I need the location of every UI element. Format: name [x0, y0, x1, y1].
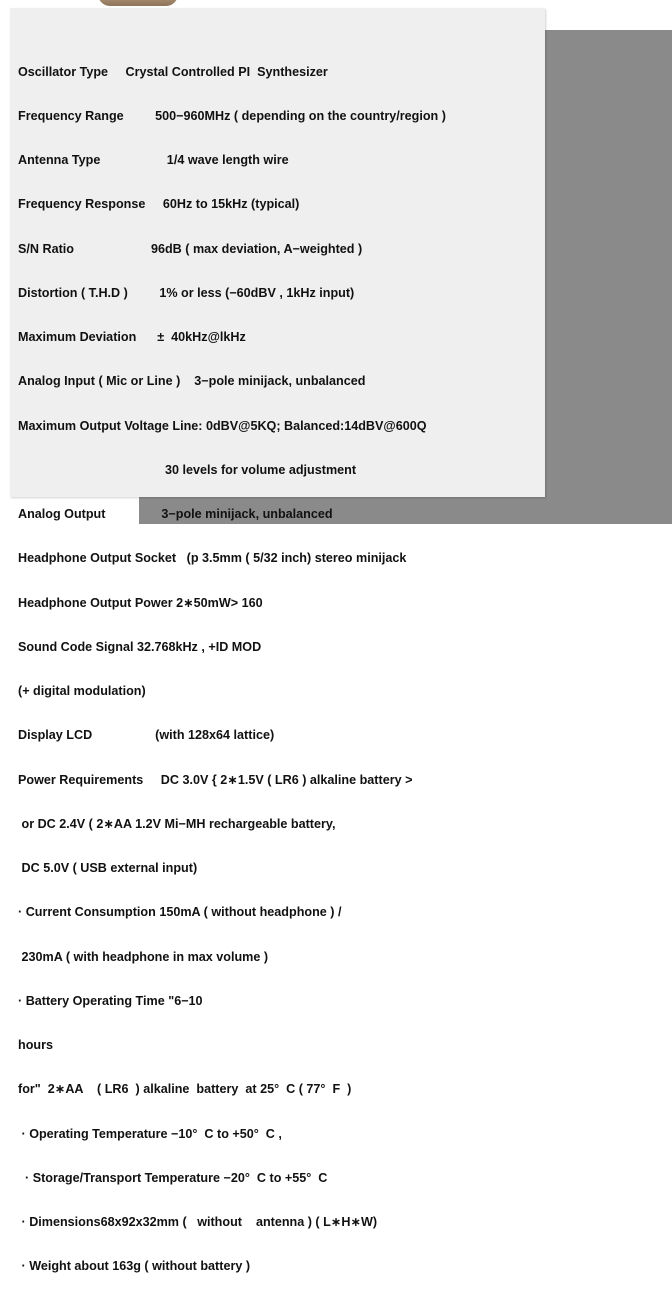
spec-line-weight: · Weight about 163g ( without battery ) — [18, 1259, 251, 1274]
spec-line-power-usb: DC 5.0V ( USB external input) — [18, 861, 198, 875]
spec-line-battery-condition: for" 2∗AA ( LR6 ) alkaline battery at 25° C ( 77° F ) — [18, 1082, 352, 1097]
spec-line-hours: hours — [18, 1038, 53, 1052]
spec-line-display: Display LCD (with 128x64 lattice) — [18, 728, 275, 743]
spec-line-dimensions: · Dimensions68x92x32mm ( without antenna ) ( L∗H∗W) — [18, 1215, 378, 1229]
spec-line-battery-operating-time: · Battery Operating Time "6−10 — [18, 993, 203, 1008]
spec-line-power-requirements: Power Requirements DC 3.0V { 2∗1.5V ( LR6 ) alkaline battery > — [18, 772, 413, 787]
spec-line-headphone-output-socket: Headphone Output Socket (p 3.5mm ( 5/32 inch) stereo minijack — [18, 551, 407, 566]
spec-line-sn-ratio: S/N Ratio 96dB ( max deviation, A−weighted ) — [18, 241, 363, 256]
spec-line-analog-output: Analog Output 3−pole minijack, unbalanced — [18, 507, 333, 521]
spec-line-operating-temperature: · Operating Temperature −10° C to +50° C , — [18, 1126, 282, 1141]
spec-line-analog-input: Analog Input ( Mic or Line ) 3−pole minijack, unbalanced — [18, 374, 366, 389]
spec-line-maximum-output-voltage: Maximum Output Voltage Line: 0dBV@5KQ; Balanced:14dBV@600Q — [18, 418, 427, 433]
spec-line-digital-modulation: (+ digital modulation) — [18, 684, 146, 698]
spec-list — [18, 35, 538, 1304]
device-edge-photo — [98, 0, 178, 6]
spec-line-frequency-response: Frequency Response 60Hz to 15kHz (typical) — [18, 197, 300, 212]
spec-line-oscillator-type: Oscillator Type Crystal Controlled PI Synthesizer — [18, 64, 328, 79]
spec-line-maximum-deviation: Maximum Deviation ± 40kHz@lkHz — [18, 330, 246, 344]
spec-line-frequency-range: Frequency Range 500−960MHz ( depending on the country/region ) — [18, 108, 446, 123]
spec-line-antenna-type: Antenna Type 1/4 wave length wire — [18, 153, 289, 167]
spec-line-storage-temperature: · Storage/Transport Temperature −20° C to +55° C — [18, 1170, 328, 1185]
spec-line-distortion: Distortion ( T.H.D ) 1% or less (−60dBV , 1kHz input) — [18, 285, 355, 300]
spec-line-volume-levels: 30 levels for volume adjustment — [18, 462, 357, 477]
spec-line-current-consumption: · Current Consumption 150mA ( without headphone ) / — [18, 905, 342, 920]
spec-line-power-rechargeable: or DC 2.4V ( 2∗AA 1.2V Mi−MH rechargeable battery, — [18, 816, 336, 831]
spec-line-current-consumption-headphone: 230mA ( with headphone in max volume ) — [18, 949, 269, 964]
spec-line-headphone-output-power: Headphone Output Power 2∗50mW> 160 — [18, 595, 263, 610]
spec-sheet — [10, 8, 545, 1274]
spec-line-sound-code-signal: Sound Code Signal 32.768kHz , +ID MOD — [18, 639, 262, 654]
